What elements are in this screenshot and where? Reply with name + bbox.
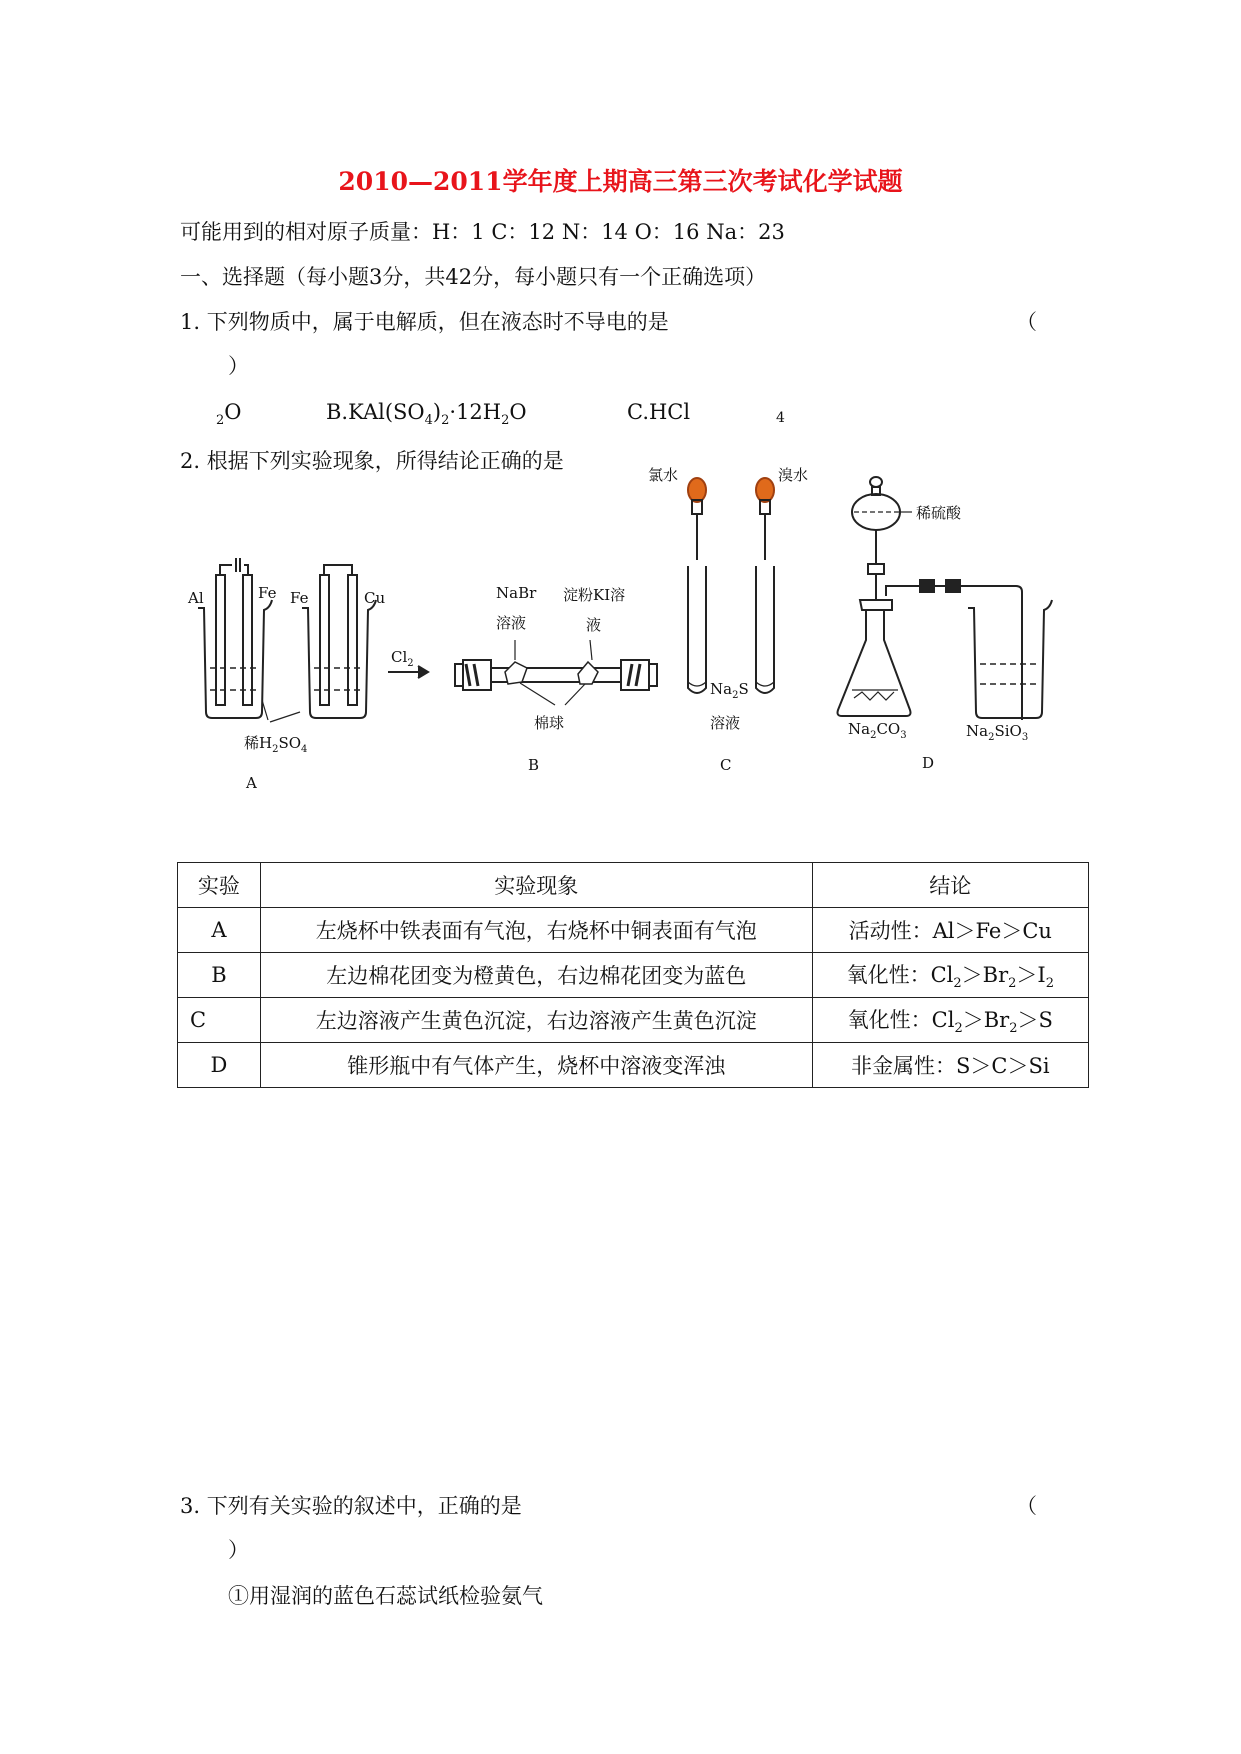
table-header: 结论 (812, 863, 1088, 908)
label-starch-ki-2: 液 (586, 616, 602, 634)
q3-open-paren: （ (1016, 1494, 1037, 1518)
label-cu: Cu (364, 589, 386, 607)
section-heading: 一、选择题（每小题3分，共42分，每小题只有一个正确选项） (180, 265, 767, 289)
label-dilute-sulfuric: 稀硫酸 (916, 504, 962, 522)
q3-stem: 3. 下列有关实验的叙述中，正确的是 (180, 1494, 522, 1518)
q1-close-paren: ） (228, 354, 249, 378)
apparatus-c (688, 478, 774, 693)
atomic-masses: 可能用到的相对原子质量：H：1 C：12 N：14 O：16 Na：23 (180, 220, 785, 244)
page-title: 2010—2011学年度上期高三第三次考试化学试题 (338, 167, 903, 196)
label-b: B (528, 756, 540, 774)
table-cell: 锥形瓶中有气体产生，烧杯中溶液变浑浊 (260, 1043, 812, 1088)
table-header: 实验现象 (260, 863, 812, 908)
apparatus-a (198, 558, 376, 722)
table-cell: 非金属性：S＞C＞Si (812, 1043, 1088, 1088)
table-row (178, 1043, 1089, 1088)
q1-option-a: $_2$O (216, 400, 242, 429)
label-cotton: 棉球 (534, 714, 565, 732)
label-al: Al (188, 589, 204, 607)
q2-stem: 2. 根据下列实验现象，所得结论正确的是 (180, 449, 564, 473)
table-cell: 活动性：Al＞Fe＞Cu (812, 908, 1088, 953)
label-na2sio3: $Na_2SiO_3$ (966, 722, 1029, 743)
label-na2co3: $Na_2CO_3$ (848, 720, 907, 741)
table-cell: D (178, 1043, 261, 1088)
table-header-row (178, 863, 1089, 908)
table-cell: 氧化性：$Cl_2>Br_2>I_2$ (812, 953, 1088, 998)
label-fe-1: Fe (258, 584, 277, 602)
table-cell: 左边溶液产生黄色沉淀，右边溶液产生黄色沉淀 (260, 998, 812, 1043)
table-cell: B (178, 953, 261, 998)
label-bromine-water: 溴水 (778, 466, 809, 484)
label-fe-2: Fe (290, 589, 309, 607)
table-cell: 氧化性：$Cl_2>Br_2>S$ (812, 998, 1088, 1043)
label-na2s-solution: 溶液 (710, 714, 741, 732)
label-cl2: $Cl_2$ (391, 648, 414, 669)
table-cell: C (178, 998, 261, 1043)
q1-open-paren: （ (1016, 310, 1037, 334)
table-header: 实验 (178, 863, 261, 908)
experiment-figure (0, 0, 1241, 820)
table-cell: 左边棉花团变为橙黄色，右边棉花团变为蓝色 (260, 953, 812, 998)
apparatus-b (388, 640, 657, 705)
q1-option-b: $B.KAl(SO_4)_2\cdot 12H_2O$ (326, 400, 527, 429)
table-cell: 左烧杯中铁表面有气泡，右烧杯中铜表面有气泡 (260, 908, 812, 953)
q1-option-c: C.HCl (627, 400, 691, 424)
q1-stem: 1. 下列物质中，属于电解质，但在液态时不导电的是 (180, 310, 669, 334)
label-c: C (720, 756, 732, 774)
label-dilute-h2so4: 稀$H_2SO_4$ (244, 734, 308, 755)
q3-close-paren: ） (228, 1538, 249, 1562)
label-a: A (246, 774, 257, 792)
label-na2s: $Na_2S$ (710, 680, 749, 701)
table-row (178, 998, 1089, 1043)
table-row (178, 908, 1089, 953)
label-d: D (922, 754, 935, 772)
label-chlorine-water: 氯水 (648, 466, 679, 484)
table-row (178, 953, 1089, 998)
label-nabr-solution: 溶液 (496, 614, 527, 632)
label-starch-ki: 淀粉KI溶 (563, 586, 626, 604)
q1-option-d: 4 (776, 410, 785, 426)
experiment-table (177, 862, 1089, 1088)
label-nabr: NaBr (496, 584, 537, 602)
q3-item-1: ①用湿润的蓝色石蕊试纸检验氨气 (228, 1584, 543, 1608)
table-cell: A (178, 908, 261, 953)
